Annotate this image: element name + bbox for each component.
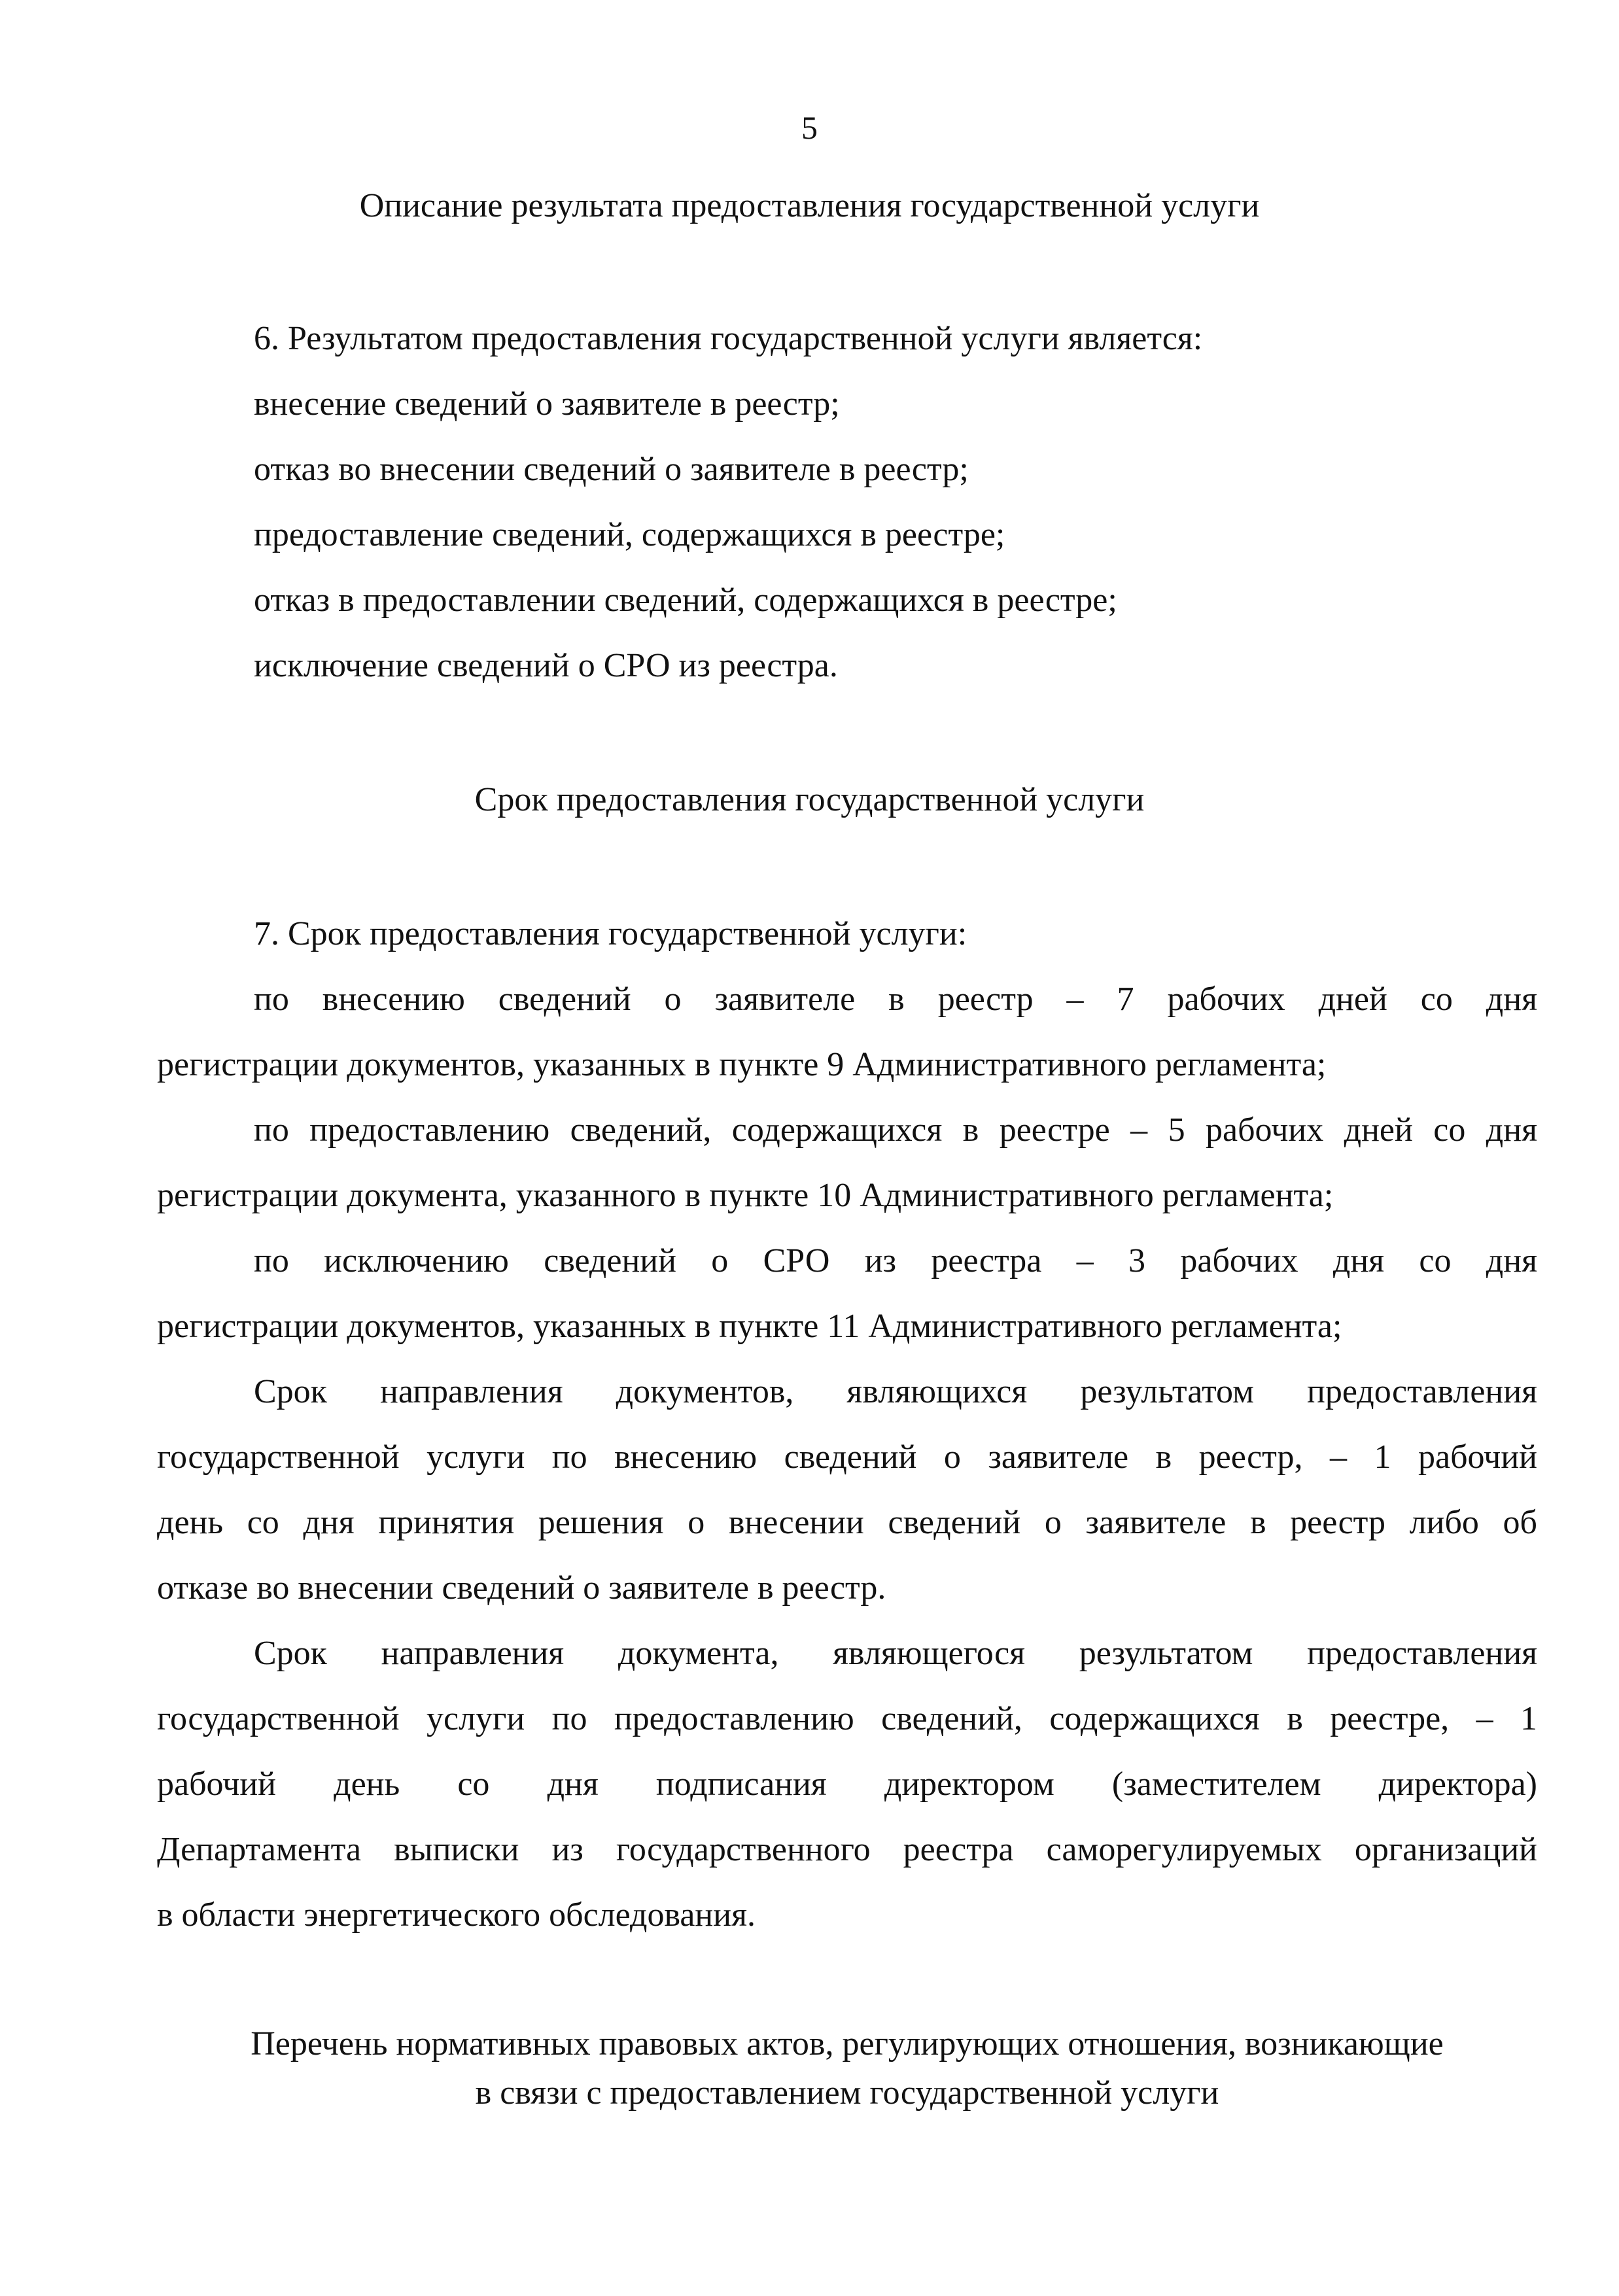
text-line: регистрации документов, указанных в пункте 11 Административного регламента; bbox=[157, 1308, 1342, 1345]
section-heading-term: Срок предоставления государственной услуги bbox=[474, 781, 1145, 818]
text-line: Срок направления документа, являющегося результатом предоставления bbox=[254, 1635, 1537, 1672]
list-item: внесение сведений о заявителе в реестр; bbox=[254, 385, 840, 423]
text-line: регистрации документа, указанного в пункте 10 Административного регламента; bbox=[157, 1177, 1334, 1214]
section-heading-acts-line2: в связи с предоставлением государственной услуги bbox=[475, 2074, 1219, 2112]
list-item: отказ во внесении сведений о заявителе в реестр; bbox=[254, 451, 969, 488]
section-heading-result: Описание результата предоставления государственной услуги bbox=[359, 187, 1260, 224]
text-line: по предоставлению сведений, содержащихся в реестре – 5 рабочих дней со дня bbox=[254, 1111, 1537, 1149]
text-line: по внесению сведений о заявителе в реестр – 7 рабочих дней со дня bbox=[254, 981, 1537, 1018]
page-number: 5 bbox=[801, 109, 818, 146]
paragraph-item-6-intro: 6. Результатом предоставления государственной услуги является: bbox=[254, 320, 1203, 357]
text-line: в области энергетического обследования. bbox=[157, 1896, 756, 1934]
paragraph-item-7-intro: 7. Срок предоставления государственной услуги: bbox=[254, 915, 967, 952]
text-line: по исключению сведений о СРО из реестра – 3 рабочих дня со дня bbox=[254, 1242, 1537, 1279]
section-heading-acts-line1: Перечень нормативных правовых актов, регулирующих отношения, возникающие bbox=[251, 2025, 1444, 2062]
list-item: исключение сведений о СРО из реестра. bbox=[254, 647, 838, 684]
text-line: рабочий день со дня подписания директором (заместителем директора) bbox=[157, 1765, 1537, 1803]
text-line: отказе во внесении сведений о заявителе в реестр. bbox=[157, 1569, 886, 1607]
text-line: день со дня принятия решения о внесении сведений о заявителе в реестр либо об bbox=[157, 1504, 1537, 1541]
list-item: предоставление сведений, содержащихся в реестре; bbox=[254, 516, 1005, 553]
text-line: Срок направления документов, являющихся результатом предоставления bbox=[254, 1373, 1537, 1410]
text-line: государственной услуги по внесению сведений о заявителе в реестр, – 1 рабочий bbox=[157, 1438, 1537, 1476]
text-line: государственной услуги по предоставлению сведений, содержащихся в реестре, – 1 bbox=[157, 1700, 1537, 1737]
text-line: регистрации документов, указанных в пункте 9 Административного регламента; bbox=[157, 1046, 1327, 1083]
list-item: отказ в предоставлении сведений, содержащихся в реестре; bbox=[254, 582, 1117, 619]
text-line: Департамента выписки из государственного реестра саморегулируемых организаций bbox=[157, 1831, 1537, 1868]
